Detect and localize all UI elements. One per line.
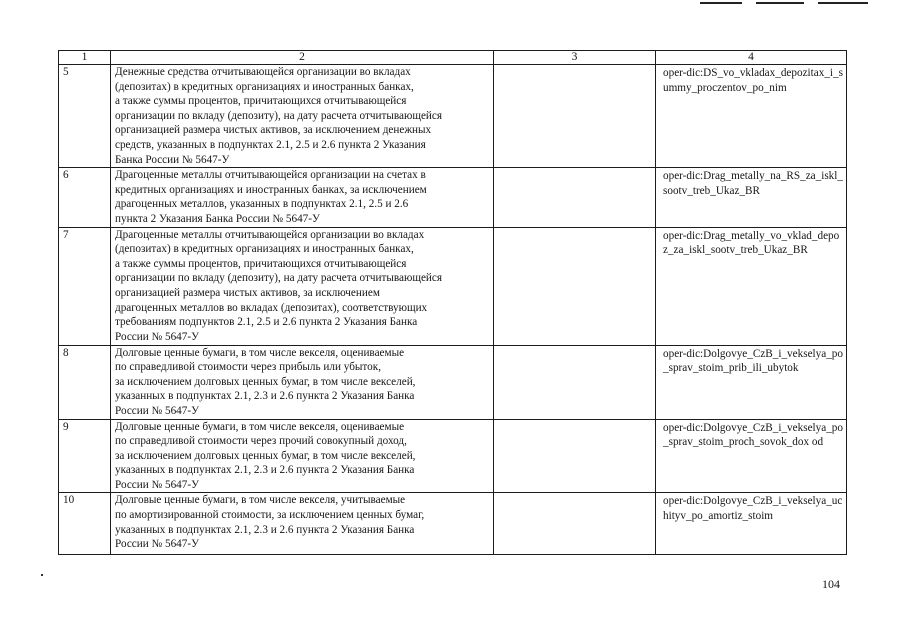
table-row xyxy=(59,493,847,555)
description-line: Драгоценные металлы отчитывающейся организации на счетах в xyxy=(115,169,426,182)
row-col3-empty xyxy=(494,345,656,419)
document-table-container xyxy=(58,50,846,555)
header-col-3: 3 xyxy=(494,51,656,65)
table-body xyxy=(59,65,847,555)
row-code: oper-dic:DS_vo_vkladax_depozitax_i_summy_proczentov_po_nim xyxy=(656,65,847,168)
row-description xyxy=(111,65,494,168)
description-line: России № 5647-У xyxy=(115,538,200,551)
description-line: России № 5647-У xyxy=(115,330,200,343)
description-line: Денежные средства отчитывающейся организации во вкладах xyxy=(115,66,411,78)
row-description xyxy=(111,345,494,419)
description-line: Долговые ценные бумаги, в том числе векселя, оцениваемые xyxy=(115,346,405,359)
description-line: драгоценных металлов, указанных в подпунктах 2.1, 2.5 и 2.6 xyxy=(115,198,409,211)
header-row xyxy=(59,51,847,65)
row-code: oper-dic:Drag_metally_na_RS_za_iskl_sootv_treb_Ukaz_BR xyxy=(656,168,847,227)
table-row xyxy=(59,419,847,493)
description-line: указанных в подпунктах 2.1, 2.3 и 2.6 пункта 2 Указания Банка xyxy=(115,523,415,536)
description-line: а также суммы процентов, причитающихся отчитывающейся xyxy=(115,257,407,270)
row-number: 7 xyxy=(59,227,111,345)
row-number: 6 xyxy=(59,168,111,227)
description-line: по справедливой стоимости через прочий совокупный доход, xyxy=(115,435,407,448)
header-col-1: 1 xyxy=(59,51,111,65)
row-col3-empty xyxy=(494,168,656,227)
row-number: 10 xyxy=(59,493,111,555)
top-edge-marks xyxy=(700,2,870,4)
description-line: Долговые ценные бумаги, в том числе векселя, учитываемые xyxy=(115,494,406,507)
header-col-2: 2 xyxy=(111,51,494,65)
row-code: oper-dic:Dolgovye_CzB_i_vekselya_po_sprav_stoim_proch_sovok_dox od xyxy=(656,419,847,493)
description-line: средств, указанных в подпунктах 2.1, 2.5 и 2.6 пункта 2 Указания xyxy=(115,138,426,151)
row-code: oper-dic:Dolgovye_CzB_i_vekselya_uchityv_po_amortiz_stoim xyxy=(656,493,847,555)
table-row xyxy=(59,65,847,168)
description-line: а также суммы процентов, причитающихся отчитывающейся xyxy=(115,95,407,108)
description-line: России № 5647-У xyxy=(115,404,200,417)
margin-dot xyxy=(41,574,43,576)
description-line: организации по вкладу (депозиту), на дату расчета отчитывающейся xyxy=(115,272,443,285)
row-number: 5 xyxy=(59,65,111,168)
description-line: указанных в подпунктах 2.1, 2.3 и 2.6 пункта 2 Указания Банка xyxy=(115,390,415,403)
header-col-4: 4 xyxy=(656,51,847,65)
row-col3-empty xyxy=(494,227,656,345)
row-col3-empty xyxy=(494,493,656,555)
table-row xyxy=(59,168,847,227)
description-line: организацией размера чистых активов, за исключением xyxy=(115,286,380,299)
description-line: Долговые ценные бумаги, в том числе векселя, оцениваемые xyxy=(115,420,405,433)
description-line: указанных в подпунктах 2.1, 2.3 и 2.6 пункта 2 Указания Банка xyxy=(115,464,415,477)
description-line: Банка России № 5647-У xyxy=(115,153,230,166)
description-line: за исключением долговых ценных бумаг, в том числе векселей, xyxy=(115,375,416,388)
description-line: по справедливой стоимости через прибыль или убыток, xyxy=(115,361,381,374)
description-line: организации по вкладу (депозиту), на дату расчета отчитывающейся xyxy=(115,109,443,122)
description-line: кредитных организациях и иностранных банках, за исключением xyxy=(115,183,427,196)
row-code: oper-dic:Dolgovye_CzB_i_vekselya_po_sprav_stoim_prib_ili_ubytok xyxy=(656,345,847,419)
row-code: oper-dic:Drag_metally_vo_vklad_depoz_za_iskl_sootv_treb_Ukaz_BR xyxy=(656,227,847,345)
row-col3-empty xyxy=(494,419,656,493)
row-number: 8 xyxy=(59,345,111,419)
description-line: драгоценных металлов во вкладах (депозитах), соответствующих xyxy=(115,301,428,314)
table-row xyxy=(59,227,847,345)
document-table xyxy=(58,50,847,555)
row-description xyxy=(111,227,494,345)
description-line: (депозитах) в кредитных организациях и иностранных банках, xyxy=(115,80,414,93)
page-number: 104 xyxy=(822,577,840,591)
description-line: Драгоценные металлы отчитывающейся организации во вкладах xyxy=(115,228,425,241)
row-col3-empty xyxy=(494,65,656,168)
description-line: организацией размера чистых активов, за исключением денежных xyxy=(115,124,432,137)
description-line: России № 5647-У xyxy=(115,478,200,491)
description-line: по амортизированной стоимости, за исключением ценных бумаг, xyxy=(115,509,425,522)
row-description xyxy=(111,419,494,493)
row-description xyxy=(111,168,494,227)
row-number: 9 xyxy=(59,419,111,493)
row-description xyxy=(111,493,494,555)
description-line: за исключением долговых ценных бумаг, в том числе векселей, xyxy=(115,449,416,462)
description-line: требованиям подпунктов 2.1, 2.5 и 2.6 пункта 2 Указания Банка xyxy=(115,316,418,329)
table-row xyxy=(59,345,847,419)
description-line: пункта 2 Указания Банка России № 5647-У xyxy=(115,212,320,225)
description-line: (депозитах) в кредитных организациях и иностранных банках, xyxy=(115,243,414,256)
